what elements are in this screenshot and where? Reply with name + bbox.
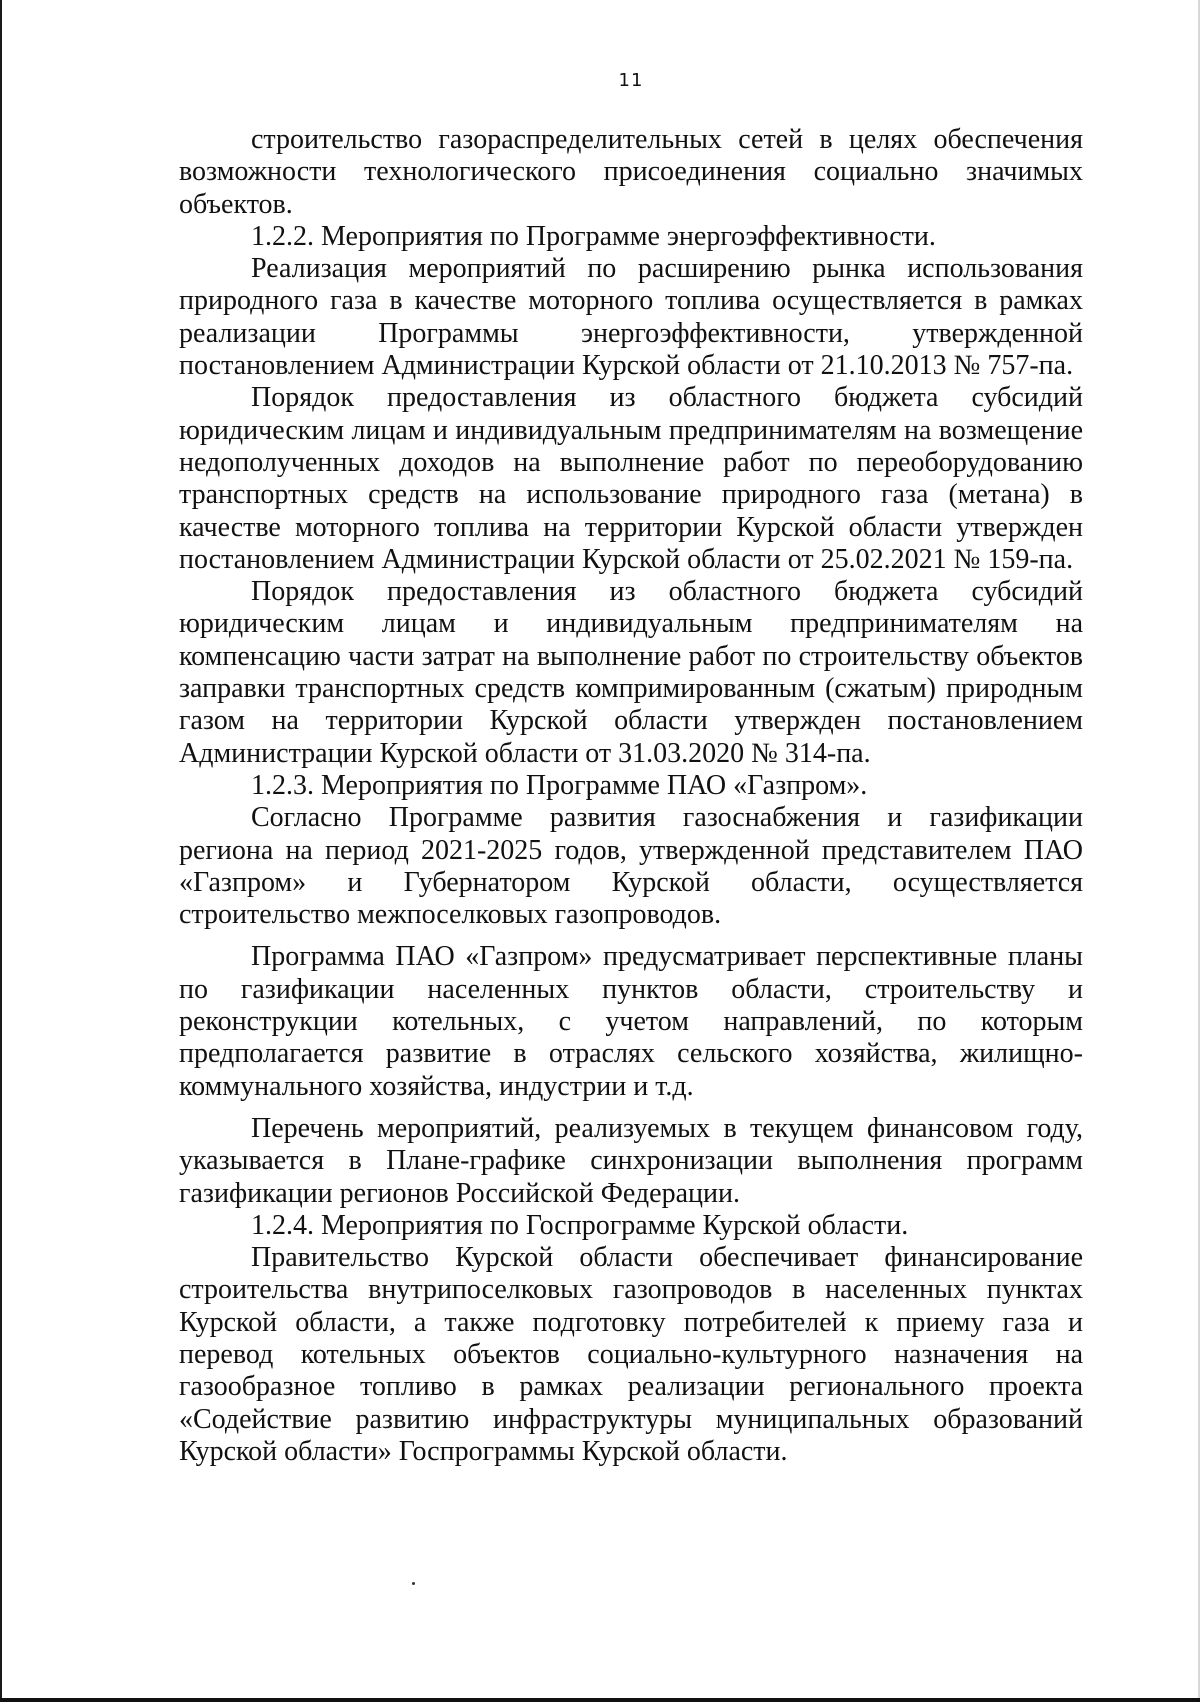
paragraph-kursk-government: Правительство Курской области обеспечивает финансирование строительства внутрипоселковых газопроводов в населенных пунктах Курской области, а также подготовку потребителей к приему газа и перевод котельных объектов социально-культурного назначения на газообразное топливо в рамках реализации регионального проекта «Содействие развитию инфраструктуры муниципальных образований Курской области» Госпрограммы Курской области. [179, 1242, 1083, 1467]
scan-dot-mark [412, 1582, 415, 1585]
paragraph-energy-program: Реализация мероприятий по расширению рынка использования природного газа в качестве моторного топлива осуществляется в рамках реализации Программы энергоэффективности, утвержденной постановлением Администрации Курской области от 21.10.2013 № 757-па. [179, 253, 1083, 382]
document-body [179, 124, 1083, 1468]
section-heading-1-2-3: 1.2.3. Мероприятия по Программе ПАО «Газпром». [251, 769, 868, 801]
paragraph-continuation: строительство газораспределительных сетей в целях обеспечения возможности технологического присоединения социально значимых объектов. [179, 124, 1083, 220]
paragraph-current-year-list: Перечень мероприятий, реализуемых в текущем финансовом году, указывается в Плане-графике синхронизации выполнения программ газификации регионов Российской Федерации. [179, 1112, 1083, 1209]
paragraph-gazprom-program: Согласно Программе развития газоснабжения и газификации региона на период 2021-2025 годов, утвержденной представителем ПАО «Газпром» и Губернатором Курской области, осуществляется строительство межпоселковых газопроводов. [179, 802, 1083, 931]
page-number: 11 [618, 70, 644, 91]
scan-edge-left [0, 0, 2, 1702]
section-heading-1-2-2: 1.2.2. Мероприятия по Программе энергоэффективности. [251, 220, 936, 252]
paragraph-subsidy-stations: Порядок предоставления из областного бюджета субсидий юридическим лицам и индивидуальным предпринимателям на компенсацию части затрат на выполнение работ по строительству объектов заправки транспортных средств компримированным (сжатым) природным газом на территории Курской области утвержден постановлением Администрации Курской области от 31.03.2020 № 314-па. [179, 576, 1083, 769]
paragraph-subsidy-conversion: Порядок предоставления из областного бюджета субсидий юридическим лицам и индивидуальным предпринимателям на возмещение недополученных доходов на выполнение работ по переоборудованию транспортных средств на использование природного газа (метана) в качестве моторного топлива на территории Курской области утвержден постановлением Администрации Курской области от 25.02.2021 № 159-па. [179, 382, 1083, 575]
paragraph-gazprom-plans: Программа ПАО «Газпром» предусматривает перспективные планы по газификации населенных пунктов области, строительству и реконструкции котельных, с учетом направлений, по которым предполагается развитие в отраслях сельского хозяйства, жилищно-коммунального хозяйства, индустрии и т.д. [179, 941, 1083, 1102]
section-heading-1-2-4: 1.2.4. Мероприятия по Госпрограмме Курской области. [251, 1209, 909, 1241]
scan-edge-bottom [0, 1698, 1200, 1702]
